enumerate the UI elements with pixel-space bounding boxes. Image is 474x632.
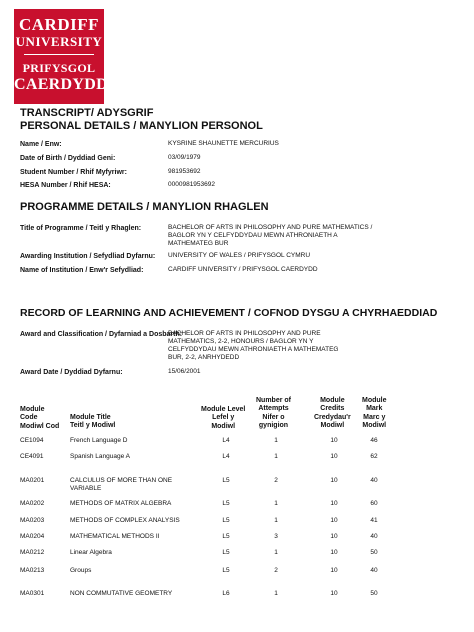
dob-label: Date of Birth / Dyddiad Geni: [20,155,116,162]
name-value: KYSRINE SHAUNETTE MERCURIUS [168,140,279,147]
module-attempts: 1 [274,517,278,524]
student-number-value: 981953692 [168,168,201,175]
university-logo [14,9,108,104]
module-attempts: 1 [274,453,278,460]
module-level: L5 [222,567,230,574]
module-credits: 10 [330,500,338,507]
module-code: MA0212 [20,549,45,556]
module-attempts: 1 [274,590,278,597]
awarding-institution-label: Awarding Institution / Sefydliad Dyfarnu: [20,253,156,260]
module-credits: 10 [330,477,338,484]
module-code: MA0213 [20,567,45,574]
module-mark: 40 [370,533,378,540]
award-classification-value: BACHELOR OF ARTS IN PHILOSOPHY AND PURE MATHEMATICS, 2-2, HONOURS / BAGLOR YN Y CELFYDDYDAU MEWN ATHRONIAETH A MATHEMATEG BUR, 2-2, ANRHYDEDD [168,330,339,361]
module-title: Spanish Language A [70,453,130,460]
module-attempts: 3 [274,533,278,540]
award-date-label: Award Date / Dyddiad Dyfarnu: [20,369,123,376]
logo-line-university: UNIVERSITY [15,34,103,49]
header-module-level: Module Level Lefel y Modiwl [201,406,246,430]
name-label: Name / Enw: [20,141,62,148]
module-code: MA0202 [20,500,45,507]
hesa-number-label: HESA Number / Rhif HESA: [20,182,111,189]
module-attempts: 2 [274,567,278,574]
award-classification-label: Award and Classification / Dyfarniad a Dosbarth: [20,331,183,338]
header-module-mark: Module Mark Marc y Modiwl [362,397,387,430]
module-mark: 41 [370,517,378,524]
header-attempts: Number of Attempts Nifer o gynigion [256,397,291,430]
module-code: CE4091 [20,453,44,460]
module-mark: 50 [370,590,378,597]
logo-divider [24,54,94,55]
module-mark: 50 [370,549,378,556]
module-credits: 10 [330,517,338,524]
module-title: NON COMMUTATIVE GEOMETRY [70,590,173,597]
institution-name-value: CARDIFF UNIVERSITY / PRIFYSGOL CAERDYDD [168,266,318,273]
module-mark: 40 [370,477,378,484]
module-title: METHODS OF MATRIX ALGEBRA [70,500,172,507]
module-title: French Language D [70,437,128,444]
logo-line-caerdydd: CAERDYDD [14,76,108,93]
programme-title-label: Title of Programme / Teitl y Rhaglen: [20,225,142,232]
logo-line-prifysgol: PRIFYSGOL [22,61,96,75]
module-attempts: 2 [274,477,278,484]
module-attempts: 1 [274,549,278,556]
module-level: L5 [222,533,230,540]
record-heading: RECORD OF LEARNING AND ACHIEVEMENT / COFNOD DYSGU A CHYRHAEDDIAD [20,307,438,319]
module-mark: 46 [370,437,378,444]
award-date-value: 15/06/2001 [168,368,201,375]
header-module-code: Module Code Modiwl Cod [20,406,60,430]
module-code: MA0203 [20,517,45,524]
header-module-title: Module Title Teitl y Modiwl [70,414,116,430]
header-module-credits: Module Credits Credydau'r Modiwl [314,397,351,430]
module-code: MA0201 [20,477,45,484]
transcript-heading: TRANSCRIPT/ ADYSGRIF [20,107,154,119]
module-credits: 10 [330,437,338,444]
awarding-institution-value: UNIVERSITY OF WALES / PRIFYSGOL CYMRU [168,252,311,259]
student-number-label: Student Number / Rhif Myfyriwr: [20,169,127,176]
module-code: MA0204 [20,533,45,540]
module-level: L5 [222,477,230,484]
module-credits: 10 [330,567,338,574]
module-level: L6 [222,590,230,597]
module-code: MA0301 [20,590,45,597]
module-title: CALCULUS OF MORE THAN ONE VARIABLE [70,477,173,492]
module-credits: 10 [330,533,338,540]
module-title: METHODS OF COMPLEX ANALYSIS [70,517,180,524]
module-code: CE1094 [20,437,44,444]
hesa-number-value: 0000981953692 [168,181,215,188]
module-level: L5 [222,517,230,524]
module-attempts: 1 [274,437,278,444]
module-title: Groups [70,567,92,574]
module-level: L5 [222,500,230,507]
module-attempts: 1 [274,500,278,507]
dob-value: 03/09/1979 [168,154,201,161]
module-credits: 10 [330,590,338,597]
module-title: Linear Algebra [70,549,112,556]
module-mark: 40 [370,567,378,574]
module-level: L5 [222,549,230,556]
module-credits: 10 [330,549,338,556]
module-credits: 10 [330,453,338,460]
logo-line-cardiff: CARDIFF [19,15,99,34]
institution-name-label: Name of Institution / Enw'r Sefydliad: [20,267,144,274]
module-title: MATHEMATICAL METHODS II [70,533,160,540]
module-level: L4 [222,453,230,460]
personal-details-heading: PERSONAL DETAILS / MANYLION PERSONOL [20,120,263,132]
module-mark: 60 [370,500,378,507]
module-level: L4 [222,437,230,444]
module-mark: 62 [370,453,378,460]
programme-details-heading: PROGRAMME DETAILS / MANYLION RHAGLEN [20,201,269,213]
programme-title-value: BACHELOR OF ARTS IN PHILOSOPHY AND PURE MATHEMATICS / BAGLOR YN Y CELFYDDYDAU MEWN ATHRONIAETH A MATHEMATEG BUR [168,224,373,247]
